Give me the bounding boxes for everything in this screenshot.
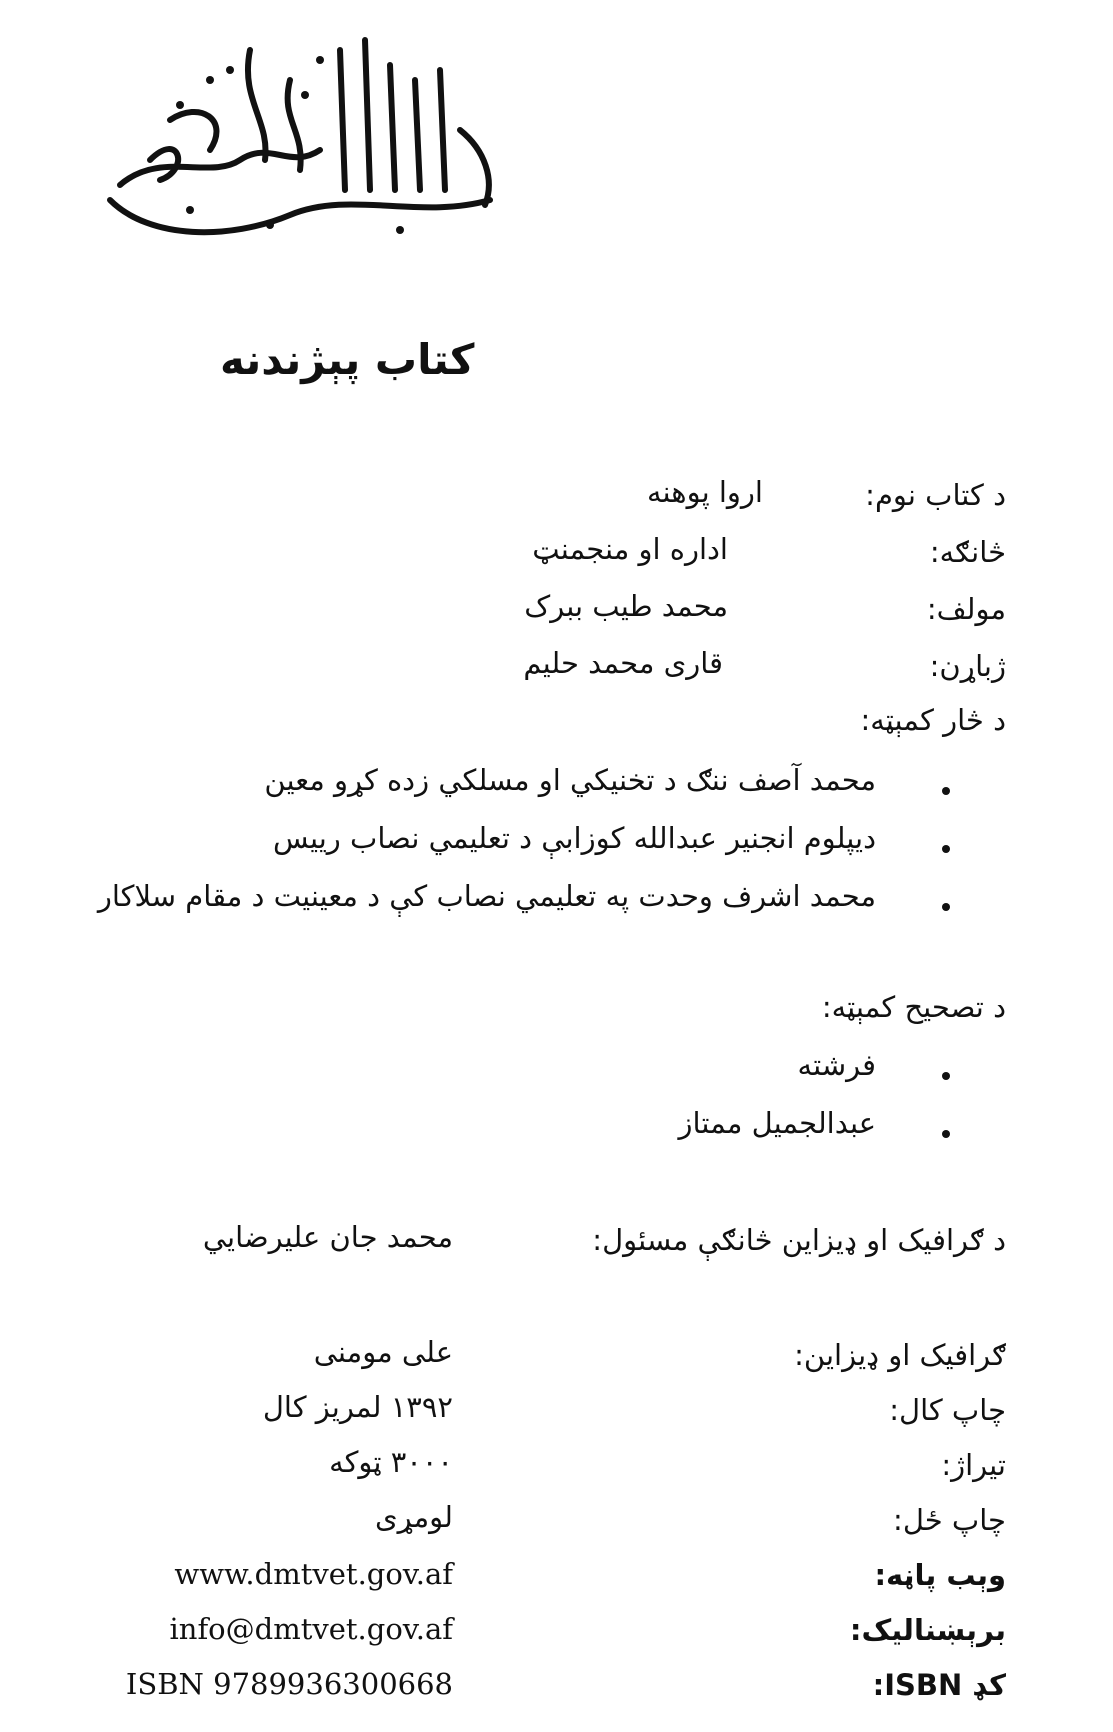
design-label: ګرافيک او ډيزاين: xyxy=(794,1338,1006,1372)
email-link[interactable]: info@dmtvet.gov.af xyxy=(169,1612,453,1646)
copies-value: ۳۰۰۰ ټوکه xyxy=(329,1445,453,1479)
bullet-icon xyxy=(942,1130,950,1138)
bismillah-calligraphy-logo xyxy=(90,10,510,260)
bullet-icon xyxy=(942,787,950,795)
print-edition-value: لومړی xyxy=(374,1500,453,1534)
print-edition-label: چاپ ځل: xyxy=(893,1503,1006,1537)
book-name-value: اروا پوهنه xyxy=(647,475,763,509)
translator-label: ژباړن: xyxy=(929,649,1006,683)
graphics-lead-label: د ګرافيک او ډيزاين څانګې مسئول: xyxy=(592,1223,1006,1257)
isbn-label: کډ ISBN: xyxy=(872,1668,1006,1702)
isbn-value: ISBN 9789936300668 xyxy=(125,1667,453,1701)
graphics-lead-value: محمد جان عليرضايي xyxy=(202,1220,453,1254)
author-label: مولف: xyxy=(926,592,1006,626)
book-name-label: د کتاب نوم: xyxy=(865,478,1006,512)
bullet-icon xyxy=(942,903,950,911)
book-info-page: کتاب پېژندنه د کتاب نوم: اروا پوهنه څانګه: اداره او منجمنټ مولف: محمد طيب ببرک ژباړن: قاری محمد حليم د څار کمېټه: محمد آصف ننګ د تخنيکي او مسلکي زده کړو معين ديپلوم انجنير عبدالله کوزابې د تعليمي نصاب رييس محمد اشرف وحدت په تعليمي نصاب کې د معينيت د مقام سلاکار د تصحيح کمېټه: فرشته عبدالجميل ممتاز د ګرافيک او ډيزاين څانګې مسئول: محمد جان عليرضايي ګرافيک او ډيزاين: علی مومنی چاپ کال: ۱۳۹۲ لمريز کال تيراژ: ۳۰۰۰ ټوکه چاپ ځل: لومړی وېب پاڼه: www.dmtvet.gov.af برېښناليک: info@dmtvet.gov.af کډ ISBN: ISBN 9789936300668 xyxy=(0,0,1113,1732)
email-label: برېښناليک: xyxy=(849,1613,1006,1647)
bullet-icon xyxy=(942,1072,950,1080)
print-year-label: چاپ کال: xyxy=(889,1393,1006,1427)
print-year-value: ۱۳۹۲ لمريز کال xyxy=(262,1390,453,1424)
field-value: اداره او منجمنټ xyxy=(532,532,728,566)
translator-value: قاری محمد حليم xyxy=(523,646,723,680)
page-title: کتاب پېژندنه xyxy=(220,335,475,384)
bullet-icon xyxy=(942,845,950,853)
correction-committee-label: د تصحيح کمېټه: xyxy=(821,990,1006,1024)
design-value: علی مومنی xyxy=(313,1335,453,1369)
copies-label: تيراژ: xyxy=(941,1448,1006,1482)
website-link[interactable]: www.dmtvet.gov.af xyxy=(174,1557,453,1591)
field-label: څانګه: xyxy=(929,535,1006,569)
supervision-committee-label: د څار کمېټه: xyxy=(860,703,1006,737)
website-label: وېب پاڼه: xyxy=(874,1558,1006,1592)
author-value: محمد طيب ببرک xyxy=(524,589,728,623)
